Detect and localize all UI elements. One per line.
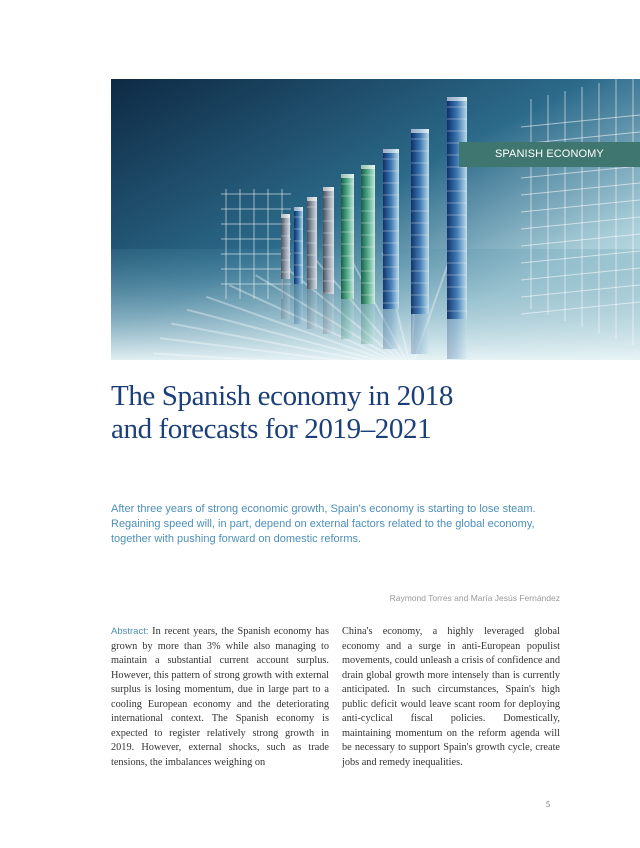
abstract-label: Abstract:: [111, 626, 149, 637]
glass-bar: [411, 129, 429, 314]
glass-bar: [323, 187, 334, 294]
glass-bar: [447, 97, 467, 319]
article-authors: Raymond Torres and María Jesús Fernández: [389, 593, 560, 603]
hero-illustration: [111, 79, 640, 360]
section-tag: SPANISH ECONOMY: [459, 142, 640, 167]
abstract-text-left: In recent years, the Spanish economy has grown by more than 3% while also managing to maintain a substantial current account surplus. However, this pattern of strong growth with external surplus is losing momentum, due in large part to a cooling European economy and the deteriorating international context. The Spanish economy is expected to register relatively strong growth in 2019. However, external shocks, such as trade tensions, the imbalances weighing on: [111, 626, 329, 768]
glass-bars-illustration: [111, 79, 640, 360]
article-title-line-2: and forecasts for 2019–2021: [111, 413, 432, 445]
abstract-column-left: [111, 625, 329, 770]
page-number: 5: [546, 800, 550, 809]
glass-bar: [294, 207, 303, 284]
article-title-line-1: The Spanish economy in 2018: [111, 380, 453, 412]
abstract-column-right: China's economy, a highly leveraged global economy and a surge in anti-European populist movements, could unleash a crisis of confidence and drain global growth more intensely than is currently anticipated. In such circumstances, Spain's high public deficit would leave scant room for deploying anti-cyclical fiscal policies. Domestically, maintaining momentum on the reform agenda will be necessary to support Spain's growth cycle, create jobs and remedy inequalities.: [342, 626, 560, 768]
glass-bar: [383, 149, 399, 309]
article-lede: After three years of strong economic growth, Spain's economy is starting to lose steam. Regaining speed will, in part, depend on external factors related to the global economy, together with pushing forward on domestic reforms.: [111, 503, 536, 545]
article-title: [111, 380, 571, 446]
